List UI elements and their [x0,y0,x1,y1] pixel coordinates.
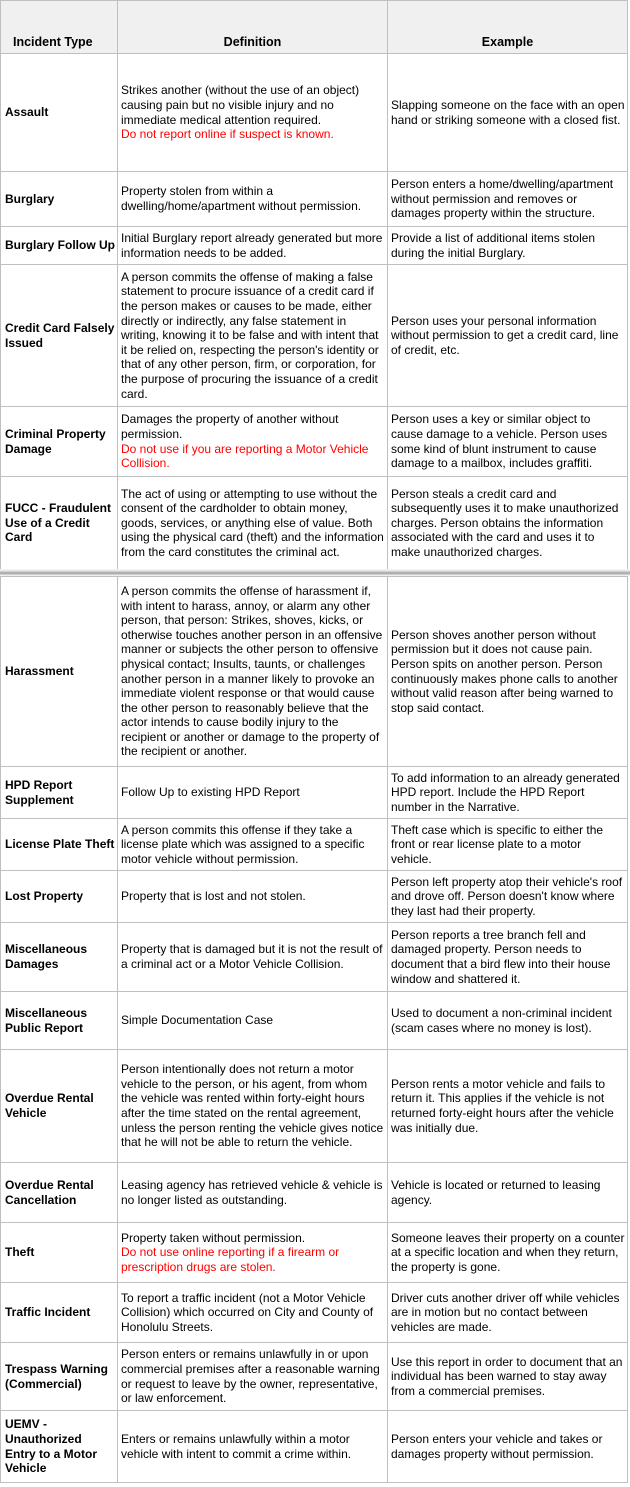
header-definition: Definition [118,1,388,54]
warning-note: Do not report online if suspect is known. [121,127,334,142]
incident-type: Miscellaneous Damages [1,923,118,992]
incident-type: Miscellaneous Public Report [1,992,118,1050]
table-row [1,227,628,265]
example-text: Someone leaves their property on a counter at a specific location and when they return, the property is gone. [388,1223,628,1283]
incident-type: Harassment [1,577,118,767]
incident-type: UEMV - Unauthorized Entry to a Motor Vehicle [1,1411,118,1483]
incident-type: Lost Property [1,871,118,923]
incident-type: Theft [1,1223,118,1283]
definition-text: A person commits the offense of making a false statement to procure issuance of a credit card if the person makes or causes to be made, either directly or indirectly, any false statement in writing, knowing it to be false and with intent that it be relied on, respecting the person's identity or that of any other person, firm, or corporation, for the purpose of procuring the issuance of a credit card. [118,265,388,407]
definition-text: Simple Documentation Case [118,992,388,1050]
table-row [1,1050,628,1163]
table-row [1,477,628,570]
definition-text: Damages the property of another without permission. [121,412,339,441]
example-text: To add information to an already generated HPD report. Include the HPD Report number in the Narrative. [388,767,628,819]
example-text: Slapping someone on the face with an open hand or striking someone with a closed fist. [388,54,628,172]
example-text: Person uses your personal information without permission to get a credit card, line of credit, etc. [388,265,628,407]
example-text: Driver cuts another driver off while vehicles are in motion but no contact between vehicles are made. [388,1283,628,1343]
example-text: Person left property atop their vehicle's roof and drove off. Person doesn't know where they last had their property. [388,871,628,923]
table-row [1,767,628,819]
header-row [1,1,628,54]
definition-text: Property stolen from within a dwelling/home/apartment without permission. [118,172,388,227]
definition-text: Strikes another (without the use of an object) causing pain but no visible injury and no immediate medical attention required. [121,83,360,127]
definition-text: Person intentionally does not return a motor vehicle to the person, or his agent, from whom the vehicle was rented within forty-eight hours after the time stated on the rental agreement, unless the person renting the vehicle gives notice that he will not be able to return the vehicle. [118,1050,388,1163]
definition-cell [118,54,388,172]
incident-type: Credit Card Falsely Issued [1,265,118,407]
example-text: Use this report in order to document that an individual has been warned to stay away from a commercial premises. [388,1343,628,1411]
table-row [1,407,628,477]
table-row [1,54,628,172]
incident-type: Trespass Warning (Commercial) [1,1343,118,1411]
table-row [1,1283,628,1343]
warning-note: Do not use if you are reporting a Motor Vehicle Collision. [121,441,369,471]
incident-type: FUCC - Fraudulent Use of a Credit Card [1,477,118,570]
definition-text: Property that is damaged but it is not the result of a criminal act or a Motor Vehicle Collision. [118,923,388,992]
definition-text: To report a traffic incident (not a Motor Vehicle Collision) which occurred on City and County of Honolulu Streets. [118,1283,388,1343]
table-row [1,577,628,767]
example-text: Person enters your vehicle and takes or damages property without permission. [388,1411,628,1483]
definition-cell [118,1223,388,1283]
definition-text: Enters or remains unlawfully within a motor vehicle with intent to commit a crime within. [118,1411,388,1483]
table-row [1,1223,628,1283]
definition-text: Follow Up to existing HPD Report [118,767,388,819]
example-text: Person steals a credit card and subsequently uses it to make unauthorized charges. Person obtains the information associated with the card and uses it to make unauthorized charges. [388,477,628,570]
definition-text: Property that is lost and not stolen. [118,871,388,923]
incident-type: Burglary Follow Up [1,227,118,265]
example-text: Person shoves another person without permission but it does not cause pain. Person spits on another person. Person continuously makes phone calls to another without valid reason after being warned to stop said contact. [388,577,628,767]
example-text: Provide a list of additional items stolen during the initial Burglary. [388,227,628,265]
example-text: Vehicle is located or returned to leasing agency. [388,1163,628,1223]
incident-type: Overdue Rental Vehicle [1,1050,118,1163]
incident-type: Assault [1,54,118,172]
incident-type: License Plate Theft [1,819,118,871]
example-text: Person rents a motor vehicle and fails to return it. This applies if the vehicle is not returned forty-eight hours after the vehicle was initially due. [388,1050,628,1163]
incident-type: Traffic Incident [1,1283,118,1343]
incident-type: HPD Report Supplement [1,767,118,819]
definition-text: Initial Burglary report already generated but more information needs to be added. [118,227,388,265]
incident-table-bottom [0,576,628,1483]
table-row [1,871,628,923]
table-row [1,1343,628,1411]
table-row [1,1163,628,1223]
table-row [1,923,628,992]
example-text: Theft case which is specific to either the front or rear license plate to a motor vehicle. [388,819,628,871]
table-row [1,265,628,407]
incident-type: Criminal Property Damage [1,407,118,477]
table-row [1,1411,628,1483]
section-divider [0,569,630,576]
example-text: Person enters a home/dwelling/apartment without permission and removes or damages property within the structure. [388,172,628,227]
example-text: Person uses a key or similar object to cause damage to a vehicle. Person uses some kind of blunt instrument to cause damage to a mailbox, includes graffiti. [388,407,628,477]
header-example: Example [388,1,628,54]
example-text: Person reports a tree branch fell and damaged property. Person needs to document that a bird flew into their house window and shattered it. [388,923,628,992]
example-text: Used to document a non-criminal incident (scam cases where no money is lost). [388,992,628,1050]
table-row [1,172,628,227]
definition-text: A person commits the offense of harassment if, with intent to harass, annoy, or alarm any other person, that person: Strikes, shoves, kicks, or otherwise touches another person in an offensive manner or subjects the other person to offensive physical contact; Insults, taunts, or challenges another person in a manner likely to provoke an immediate violent response or that would cause the other person to reasonably believe that the actor intends to cause bodily injury to the recipient or another or damage to the property of the recipient or another. [118,577,388,767]
definition-text: A person commits this offense if they take a license plate which was assigned to a specific motor vehicle without permission. [118,819,388,871]
definition-text: The act of using or attempting to use without the consent of the cardholder to obtain money, goods, services, or anything else of value. Both using the physical card (theft) and the information from the card constitutes the criminal act. [118,477,388,570]
header-incident-type: Incident Type [1,1,118,54]
table-row [1,819,628,871]
definition-text: Person enters or remains unlawfully in or upon commercial premises after a reasonable warning or request to leave by the owner, representative, or law enforcement. [118,1343,388,1411]
warning-note: Do not use online reporting if a firearm or prescription drugs are stolen. [121,1245,340,1274]
incident-type: Overdue Rental Cancellation [1,1163,118,1223]
incident-type: Burglary [1,172,118,227]
definition-text: Property taken without permission. [121,1230,306,1245]
incident-table-top [0,0,628,570]
definition-cell [118,407,388,477]
definition-text: Leasing agency has retrieved vehicle & vehicle is no longer listed as outstanding. [118,1163,388,1223]
table-row [1,992,628,1050]
